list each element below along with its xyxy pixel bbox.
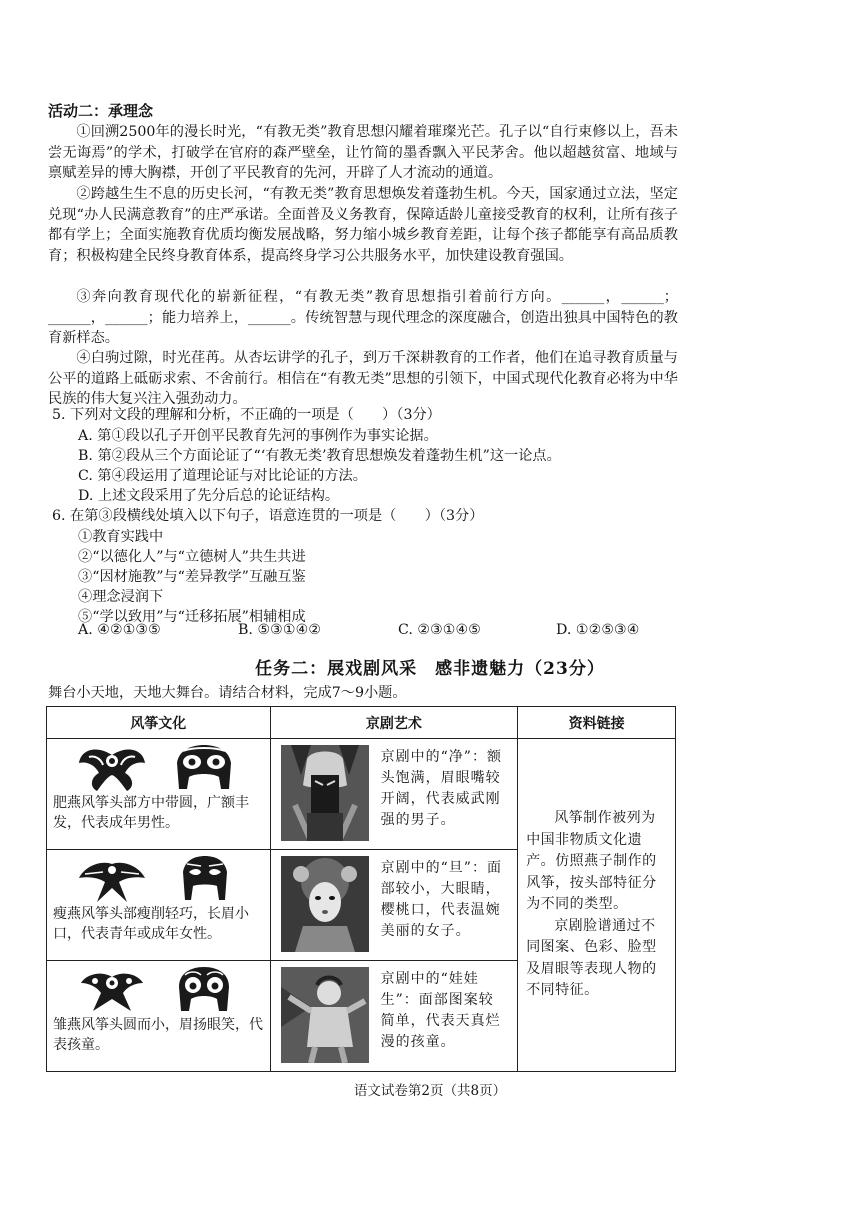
question-6-option-b: B. ⑤③①④② (238, 622, 322, 638)
header-opera: 京剧艺术 (270, 707, 518, 739)
thin-swallow-kite-icon (77, 856, 147, 904)
opera-description-dan: 京剧中的“旦”：面部较小，大眼睛，樱桃口，代表温婉美丽的女子。 (380, 860, 502, 939)
paragraph-1: ①回溯2500年的漫长时光，“有教无类”教育思想闪耀着璀璨光芒。孔子以“自行束修以上，吾未尝无诲焉”的学术，打破学在官府的森严壁垒，让竹简的墨香飘入平民茅舍。他以超越贫富、地域与禀赋差异的博大胸襟，开创了平民教育的先河，开辟了人才流动的通道。 (48, 124, 678, 181)
kite-cell-young-swallow (47, 961, 271, 1072)
question-6-stem: 6. 在第③段横线处填入以下句子，语意连贯的一项是（ ）（3分） (52, 508, 484, 524)
thin-swallow-head-icon (177, 854, 233, 904)
header-link: 资料链接 (518, 707, 676, 739)
opera-cell-dan (270, 850, 518, 961)
question-6-item-5: ⑤“学以致用”与“迁移拓展”相辅相成 (78, 609, 306, 625)
fat-swallow-head-icon (173, 743, 235, 793)
header-kite: 风筝文化 (47, 707, 271, 739)
kite-cell-fat-swallow (47, 739, 271, 850)
opera-description-jing: 京剧中的“净”：额头饱满，眉眼嘴较开阔，代表威武刚强的男子。 (380, 749, 502, 828)
materials-table (46, 706, 676, 1072)
question-5-option-c: C. 第④段运用了道理论证与对比论证的方法。 (78, 468, 367, 484)
kite-description-fat: 肥燕风筝头部方中带圆，广额丰发，代表成年男性。 (53, 795, 249, 831)
kite-cell-thin-swallow (47, 850, 271, 961)
table-header-row (47, 707, 676, 739)
page-footer: 语文试卷第2页（共8页） (353, 1083, 507, 1099)
wawasheng-figure-icon (281, 967, 369, 1063)
kite-description-thin: 瘦燕风筝头部瘦削轻巧，长眉小口，代表青年或成年女性。 (53, 906, 249, 942)
kite-description-young: 雏燕风筝头圆而小，眉扬眼笑，代表孩童。 (53, 1017, 263, 1053)
young-swallow-head-icon (175, 965, 233, 1015)
task-intro: 舞台小天地，天地大舞台。请结合材料，完成7～9小题。 (48, 685, 407, 701)
jing-role-photo (281, 745, 369, 841)
opera-description-wawasheng: 京剧中的“娃娃生”：面部图案较简单，代表天真烂漫的孩童。 (380, 971, 501, 1050)
material-link-cell (518, 739, 676, 1072)
paragraph-2: ②跨越生生不息的历史长河，“有教无类”教育思想焕发着蓬勃生机。今天，国家通过立法，坚定兑现“办人民满意教育”的庄严承诺。全面普及义务教育，保障适龄儿童接受教育的权利，让所有孩子都有学上；全面实施教育优质均衡发展战略，努力缩小城乡教育差距，让每个孩子都能享有高品质教育；积极构建全民终身教育体系，提高终身学习公共服务水平，加快建设教育强国。 (48, 186, 678, 264)
question-6-option-a: A. ④②①③⑤ (78, 622, 161, 638)
opera-cell-jing (270, 739, 518, 850)
activity-heading: 活动二：承理念 (48, 102, 154, 120)
question-6-option-c: C. ②③①④⑤ (398, 622, 481, 638)
table-row (47, 739, 676, 850)
paragraph-3: ③奔向教育现代化的崭新征程，“有教无类”教育思想指引着前行方向。______，______；______，______；能力培养上，______。传统智慧与现代理念的深度融合，创造出独具中国特色的教育新样态。 (48, 289, 678, 346)
question-5-option-d: D. 上述文段采用了先分后总的论证结构。 (78, 488, 340, 504)
question-5-option-b: B. 第②段从三个方面论证了“‘有教无类’教育思想焕发着蓬勃生机”这一论点。 (78, 448, 561, 464)
task-title: 任务二：展戏剧风采 感非遗魅力（23分） (255, 659, 605, 679)
young-swallow-kite-icon (77, 967, 147, 1015)
link-paragraph-1: 风筝制作被列为中国非物质文化遗产。仿照燕子制作的风筝，按头部特征分为不同的类型。 (526, 810, 657, 913)
question-5-stem: 5. 下列对文段的理解和分析，不正确的一项是（ ）（3分） (52, 407, 441, 423)
fat-swallow-kite-icon (77, 745, 147, 793)
question-6-item-1: ①教育实践中 (78, 529, 164, 545)
link-paragraph-2: 京剧脸谱通过不同图案、色彩、脸型及眉眼等表现人物的不同特征。 (526, 917, 657, 999)
dan-role-photo (281, 856, 369, 952)
wawasheng-role-photo (281, 967, 369, 1063)
opera-cell-wawasheng (270, 961, 518, 1072)
question-6-option-d: D. ①②⑤③④ (556, 622, 640, 638)
question-5-option-a: A. 第①段以孔子开创平民教育先河的事例作为事实论据。 (78, 428, 438, 444)
question-6-item-4: ④理念浸润下 (78, 589, 164, 605)
question-6-item-2: ②“以德化人”与“立德树人”共生共进 (78, 549, 306, 565)
question-6-item-3: ③“因材施教”与“差异教学”互融互鉴 (78, 569, 306, 585)
paragraph-4: ④白驹过隙，时光荏苒。从杏坛讲学的孔子，到万千深耕教育的工作者，他们在追寻教育质量与公平的道路上砥砺求索、不舍前行。相信在“有教无类”思想的引领下，中国式现代化教育必将为中华民族的伟大复兴注入强劲动力。 (48, 350, 678, 407)
jing-figure-icon (281, 745, 369, 841)
dan-figure-icon (281, 856, 369, 952)
